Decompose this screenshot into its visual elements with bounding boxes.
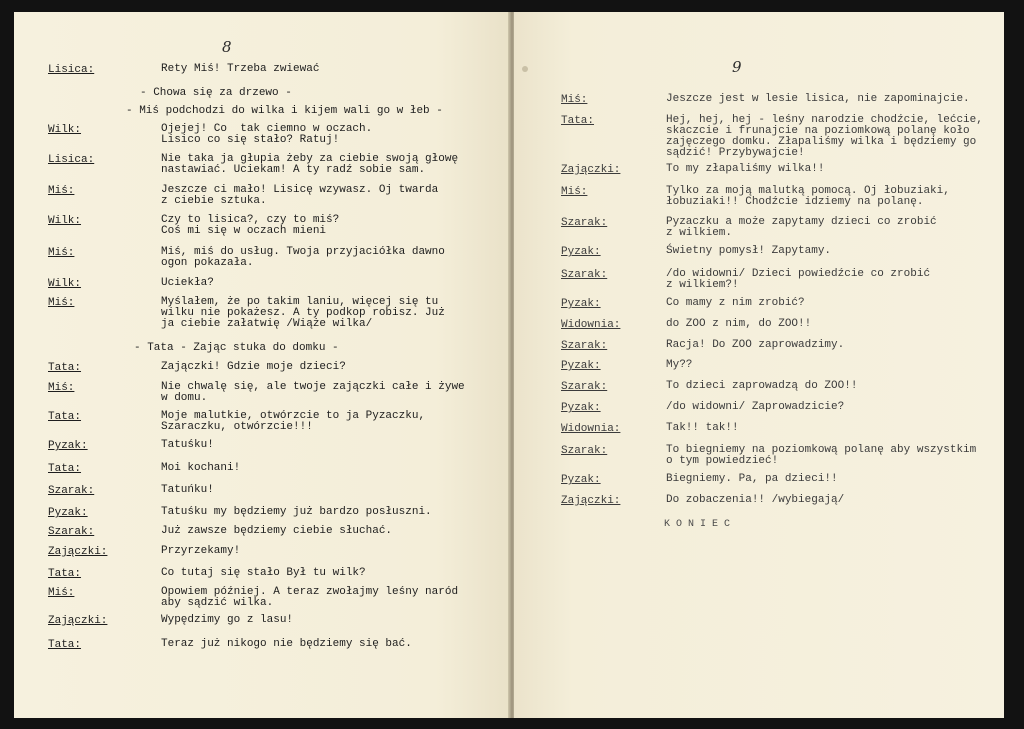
dialogue-line: Moi kochani! [161,462,241,474]
speaker-name: Szarak: [561,381,608,393]
speaker-name: Miś: [561,94,588,106]
speaker-name: Szarak: [48,485,95,497]
speaker-name: Miś: [48,297,75,309]
dialogue-line: Uciekła? [161,277,214,289]
dialogue-line: Ojejej! Co tak ciemno w oczach. Lisico co się stało? Ratuj! [161,123,373,146]
speaker-name: Wilk: [48,124,82,136]
dialogue-line: Tatuńku! [161,484,214,496]
dialogue-line: Jeszcze jest w lesie lisica, nie zapominajcie. [666,93,970,105]
dialogue-line: Nie taka ja głupia żeby za ciebie swoją głowę nastawiać. Uciekam! A ty radź sobie sam. [161,153,459,176]
speaker-name: Tata: [48,568,82,580]
dialogue-line: Zajączki! Gdzie moje dzieci? [161,361,346,373]
dialogue-line: To my złapaliśmy wilka!! [666,163,825,175]
speaker-name: Widownia: [561,423,621,435]
dialogue-line: Rety Miś! Trzeba zwiewać [161,63,320,75]
speaker-name: Pyzak: [561,402,601,414]
speaker-name: Miś: [48,587,75,599]
dialogue-line: Do zobaczenia!! /wybiegają/ [666,494,845,506]
speaker-name: Pyzak: [561,298,601,310]
speaker-name: Tata: [48,362,82,374]
end-marker: KONIEC [664,519,737,530]
speaker-name: Pyzak: [561,474,601,486]
dialogue-line: Czy to lisica?, czy to miś? Coś mi się w oczach mieni [161,214,340,237]
speaker-name: Wilk: [48,278,82,290]
dialogue-line: Wypędzimy go z lasu! [161,614,294,626]
stage-direction: - Chowa się za drzewo - [140,87,292,99]
speaker-name: Pyzak: [48,440,88,452]
dialogue-line: do ZOO z nim, do ZOO!! [666,318,812,330]
dialogue-line: Nie chwalę się, ale twoje zajączki całe i żywe w domu. [161,381,465,404]
speaker-name: Miś: [48,185,75,197]
dialogue-line: Biegniemy. Pa, pa dzieci!! [666,473,838,485]
speaker-name: Lisica: [48,64,95,76]
speaker-name: Szarak: [561,340,608,352]
dialogue-line: Opowiem później. A teraz zwołajmy leśny naród aby sądzić wilka. [161,586,459,609]
left-page [14,12,510,718]
dialogue-line: Tatuśku my będziemy już bardzo posłuszni. [161,506,432,518]
dialogue-line: To dzieci zaprowadzą do ZOO!! [666,380,858,392]
dialogue-line: Przyrzekamy! [161,545,241,557]
dialogue-line: /do widowni/ Zaprowadzicie? [666,401,845,413]
dialogue-line: Tatuśku! [161,439,214,451]
page-number: 9 [732,58,742,76]
speaker-name: Szarak: [561,217,608,229]
dialogue-line: Teraz już nikogo nie będziemy się bać. [161,638,412,650]
speaker-name: Tata: [48,411,82,423]
speaker-name: Tata: [48,463,82,475]
speaker-name: Szarak: [48,526,95,538]
dialogue-line: Jeszcze ci mało! Lisicę wzywasz. Oj twarda z ciebie sztuka. [161,184,439,207]
dialogue-line: Myślałem, że po takim laniu, więcej się tu wilku nie pokażesz. A ty podkop robisz. Już ja ciebie załatwię /Wiąże wilka/ [161,296,445,330]
dialogue-line: Pyzaczku a może zapytamy dzieci co zrobić z wilkiem. [666,216,937,239]
dialogue-line: To biegniemy na poziomkową polanę aby wszystkim o tym powiedzieć! [666,444,977,467]
page-number: 8 [222,38,232,56]
dialogue-line: My?? [666,359,693,371]
right-page [514,12,1004,718]
dialogue-line: Tylko za moją malutką pomocą. Oj łobuziaki, łobuziaki!! Chodźcie idziemy na polanę. [666,185,950,208]
speaker-name: Lisica: [48,154,95,166]
speaker-name: Miś: [48,247,75,259]
dialogue-line: Świetny pomysł! Zapytamy. [666,245,832,257]
stage-direction: - Miś podchodzi do wilka i kijem wali go w łeb - [126,105,443,117]
speaker-name: Tata: [48,639,82,651]
speaker-name: Szarak: [561,269,608,281]
speaker-name: Pyzak: [561,360,601,372]
dialogue-line: Racja! Do ZOO zaprowadzimy. [666,339,845,351]
speaker-name: Zajączki: [48,546,108,558]
speaker-name: Miś: [561,186,588,198]
speaker-name: Wilk: [48,215,82,227]
dialogue-line: Już zawsze będziemy ciebie słuchać. [161,525,393,537]
speaker-name: Tata: [561,115,595,127]
dialogue-line: Tak!! tak!! [666,422,739,434]
speaker-name: Zajączki: [561,164,621,176]
stage-direction: - Tata - Zając stuka do domku - [134,342,339,354]
dialogue-line: Co tutaj się stało Był tu wilk? [161,567,366,579]
punch-hole [522,66,528,72]
speaker-name: Pyzak: [48,507,88,519]
dialogue-line: Co mamy z nim zrobić? [666,297,805,309]
speaker-name: Pyzak: [561,246,601,258]
speaker-name: Zajączki: [48,615,108,627]
speaker-name: Widownia: [561,319,621,331]
speaker-name: Miś: [48,382,75,394]
speaker-name: Zajączki: [561,495,621,507]
speaker-name: Szarak: [561,445,608,457]
dialogue-line: Moje malutkie, otwórzcie to ja Pyzaczku, Szaraczku, otwórzcie!!! [161,410,426,433]
dialogue-line: Hej, hej, hej - leśny narodzie chodźcie, lećcie, skaczcie i frunajcie na poziomkową polanę koło zajęczego domku. Złapaliśmy wilka i będziemy go sądzić! Przybywajcie! [666,114,983,159]
dialogue-line: /do widowni/ Dzieci powiedźcie co zrobić z wilkiem?! [666,268,931,291]
dialogue-line: Miś, miś do usług. Twoja przyjaciółka dawno ogon pokazała. [161,246,445,269]
